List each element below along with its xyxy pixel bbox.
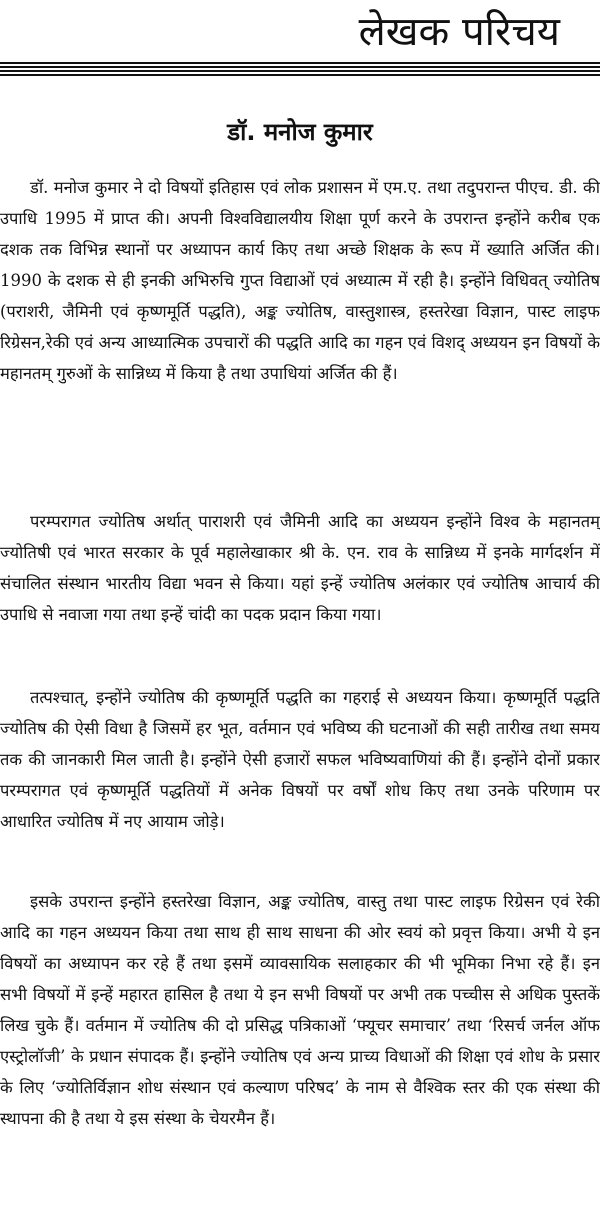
paragraph-1: डॉ. मनोज कुमार ने दो विषयों इतिहास एवं लोक प्रशासन में एम.ए. तथा तदुपरान्त पीएच. डी. की उपाधि 1995 में प्राप्त की। अपनी विश्वविद्यालयीय शिक्षा पूर्ण करने के उपरान्त इन्होंने करीब एक दशक तक विभिन्न स्थानों पर अध्यापन कार्य किए तथा अच्छे शिक्षक के रूप में ख्याति अर्जित की। 1990 के दशक से ही इनकी अभिरुचि गुप्त विद्याओं एवं अध्यात्म में रही है। इन्होंने विधिवत् ज्योतिष (पराशरी, जैमिनी एवं कृष्णमूर्ति पद्धति), अङ्क ज्योतिष, वास्तुशास्त्र, हस्तरेखा विज्ञान, पास्ट लाइफ रिग्रेसन,रेकी एवं अन्य आध्यात्मिक उपचारों की पद्धति आदि का गहन एवं विशद् अध्ययन इन विषयों के महानतम् गुरुओं के सान्निध्य में किया है तथा उपाधियां अर्जित की हैं। [0, 178, 600, 383]
paragraph-2: परम्परागत ज्योतिष अर्थात् पाराशरी एवं जैमिनी आदि का अध्ययन इन्होंने विश्व के महानतम् ज्योतिषी एवं भारत सरकार के पूर्व महालेखाकार श्री के. एन. राव के सान्निध्य में इनके मार्गदर्शन में संचालित संस्थान भारतीय विद्या भवन से किया। यहां इन्हें ज्योतिष अलंकार एवं ज्योतिष आचार्य की उपाधि से नवाजा गया तथा इन्हें चांदी का पदक प्रदान किया गया। [0, 512, 600, 624]
author-name-heading: डॉ. मनोज कुमार [227, 118, 373, 146]
paragraph-3: तत्पश्चात्, इन्होंने ज्योतिष की कृष्णमूर्ति पद्धति का गहराई से अध्ययन किया। कृष्णमूर्ति पद्धति ज्योतिष की ऐसी विधा है जिसमें हर भूत, वर्तमान एवं भविष्य की घटनाओं की सही तारीख तथा समय तक की जानकारी मिल जाती है। इन्होंने ऐसी हजारों सफल भविष्यवाणियां की हैं। इन्होंने दोनों प्रकार परम्परागत एवं कृष्णमूर्ति पद्धतियों में अनेक विषयों पर वर्षों शोध किए तथा उनके परिणाम पर आधारित ज्योतिष में नए आयाम जोड़े। [0, 688, 600, 831]
paragraph-4: इसके उपरान्त इन्होंने हस्तरेखा विज्ञान, अङ्क ज्योतिष, वास्तु तथा पास्ट लाइफ रिग्रेसन एवं रेकी आदि का गहन अध्ययन किया तथा साथ ही साथ साधना की ओर स्वयं को प्रवृत्त किया। अभी ये इन विषयों का अध्यापन कर रहे हैं तथा इसमें व्यावसायिक सलाहकार की भी भूमिका निभा रहे हैं। इन सभी विषयों में इन्हें महारत हासिल है तथा ये इन सभी विषयों पर अभी तक पच्चीस से अधिक पुस्तकें लिख चुके हैं। वर्तमान में ज्योतिष की दो प्रसिद्ध पत्रिकाओं ‘फ्यूचर समाचार’ तथा ‘रिसर्च जर्नल ऑफ एस्ट्रोलॉजी’ के प्रधान संपादक हैं। इन्होंने ज्योतिष एवं अन्य प्राच्य विधाओं की शिक्षा एवं शोध के प्रसार के लिए ‘ज्योतिर्विज्ञान शोध संस्थान एवं कल्याण परिषद’ के नाम से वैश्विक स्तर की एक संस्था की स्थापना की है तथा ये इस संस्था के चेयरमैन हैं। [0, 892, 600, 1128]
page-header [0, 0, 600, 80]
page-title: लेखक परिचय [358, 9, 560, 55]
header-rule [0, 62, 600, 76]
